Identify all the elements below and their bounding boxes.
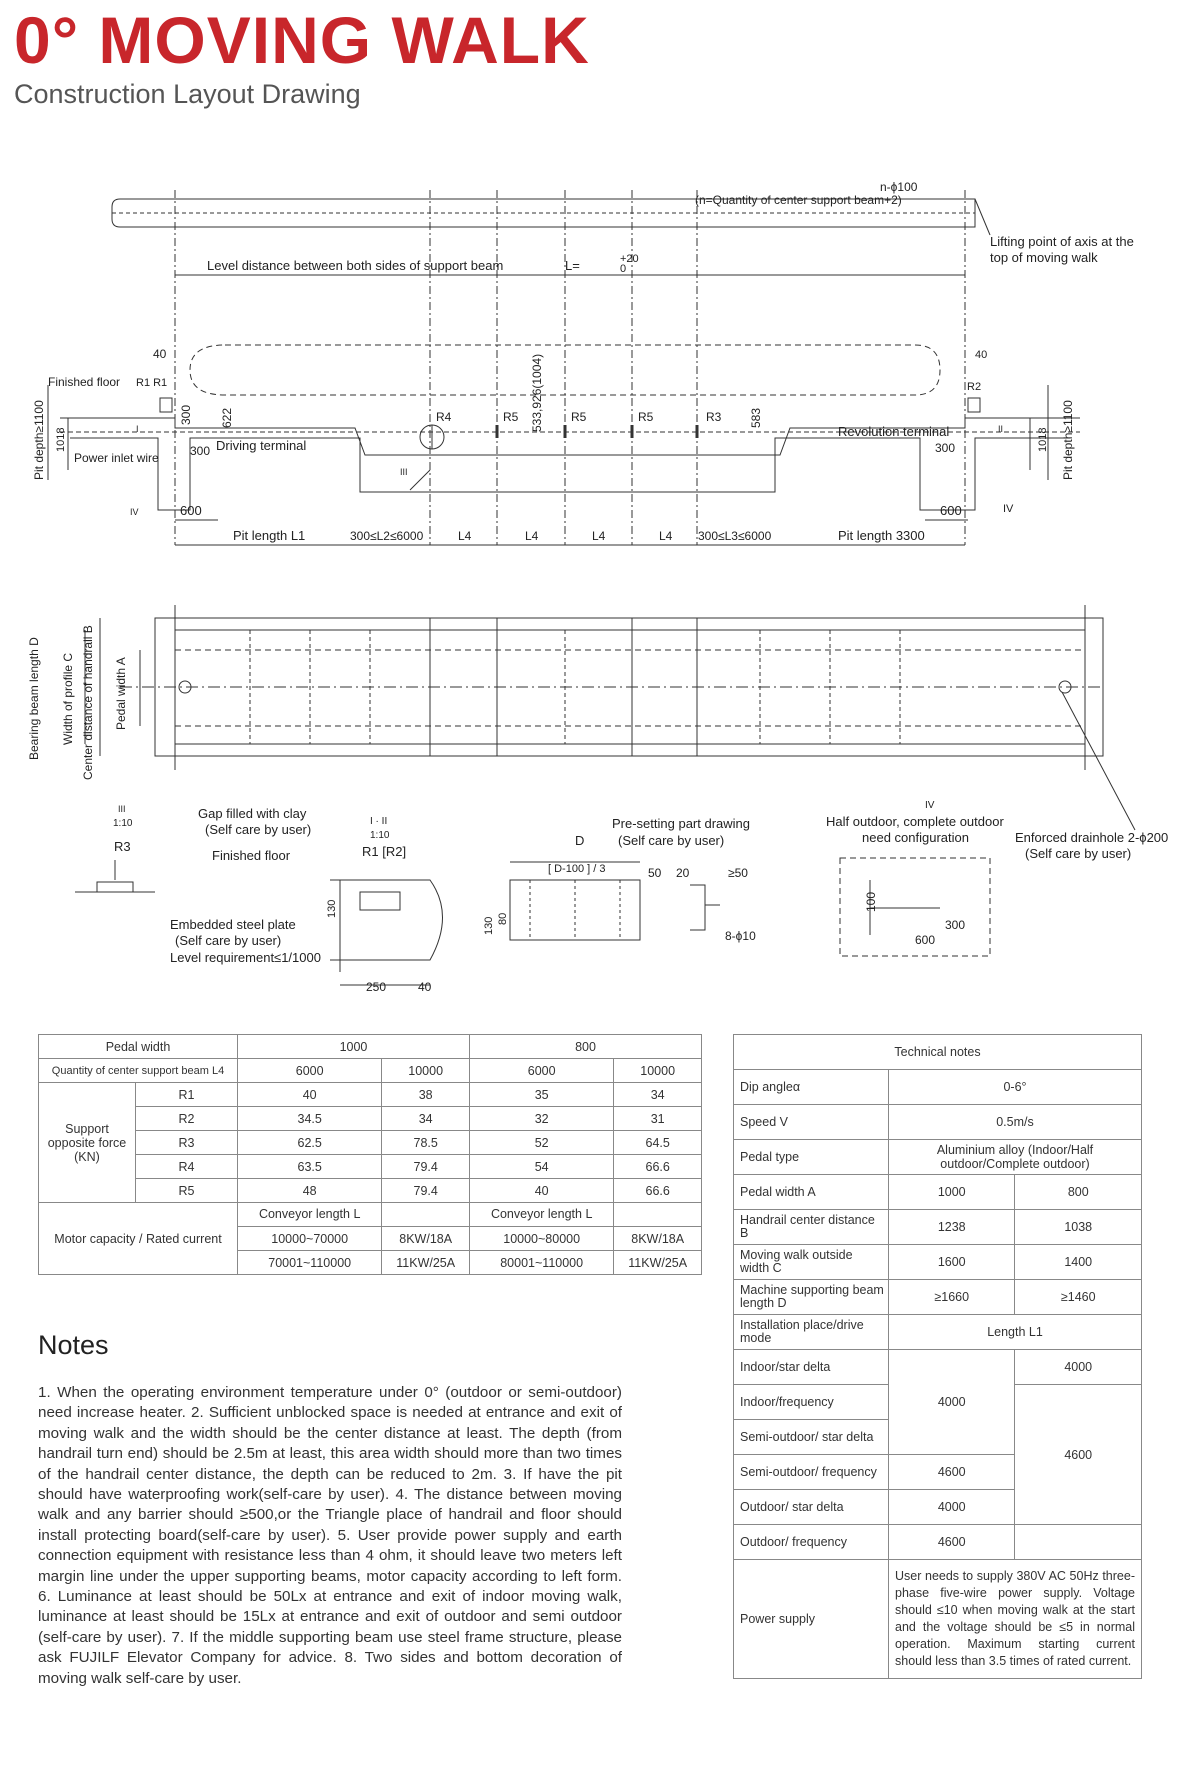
detail-dim-40: 40 (418, 980, 432, 994)
table-row (734, 1175, 1142, 1210)
dim-40-right: 40 (975, 349, 988, 361)
dim-1018-left: 1018 (55, 427, 67, 452)
section-II-marker: II (998, 424, 1004, 434)
table-row (734, 1210, 1142, 1245)
table-row (734, 1315, 1142, 1350)
preset-dim-ge50: ≥50 (728, 866, 748, 880)
power-supply-text: User needs to supply 380V AC 50Hz three-phase five-wire power supply. Voltage should ≤10 when moving walk at the start and the voltage should be ≤5 in normal operation. Maximum starting current should less than 3.5 times of rated current. (889, 1560, 1142, 1679)
finished-floor-label: Finished floor (48, 375, 121, 389)
dim-40-left: 40 (153, 347, 167, 361)
row-label: R4 (136, 1155, 238, 1179)
row-label: Indoor/frequency (734, 1385, 889, 1420)
page-subtitle: Construction Layout Drawing (14, 79, 361, 109)
row-label: R1 (136, 1083, 238, 1107)
cell: 48 (238, 1179, 382, 1203)
qty-support-beam-header: Quantity of center support beam L4 (39, 1059, 238, 1083)
preset-dim-20: 20 (676, 866, 690, 880)
row-label: Pedal type (734, 1140, 889, 1175)
cell: 0-6° (889, 1070, 1142, 1105)
detail-I-II-title: I · II (370, 816, 388, 827)
cell: 8KW/18A (614, 1227, 702, 1251)
cell: 62.5 (238, 1131, 382, 1155)
support-force-table (38, 1034, 702, 1275)
cell: 4600 (889, 1455, 1015, 1490)
drainhole-label-1: Enforced drainhole 2-ϕ200 (1015, 830, 1169, 845)
level-requirement: Level requirement≤1/1000 (170, 950, 321, 965)
L-label: L= (565, 258, 580, 273)
table-row (734, 1140, 1142, 1175)
level-distance-label: Level distance between both sides of support beam (207, 258, 504, 273)
cell: 66.6 (614, 1155, 702, 1179)
R5-label-b: R5 (571, 410, 587, 424)
section-IV-marker-left: IV (130, 507, 139, 517)
cell: 52 (469, 1131, 613, 1155)
cell: 79.4 (382, 1155, 470, 1179)
L3-range: 300≤L3≤6000 (698, 529, 772, 543)
cell: 800 (1015, 1175, 1142, 1210)
L4-label-b: L4 (525, 529, 539, 543)
L4-label-d: L4 (659, 529, 673, 543)
pit-depth-right-label: Pit depth≥1100 (1061, 400, 1075, 480)
cell: 1600 (889, 1245, 1015, 1280)
L-tolerance-zero: 0 (620, 263, 627, 275)
cell: 1238 (889, 1210, 1015, 1245)
embedded-plate-1: Embedded steel plate (170, 917, 296, 932)
row-label: Outdoor/ frequency (734, 1525, 889, 1560)
pit-length-3300: Pit length 3300 (838, 528, 925, 543)
table-row (39, 1083, 702, 1107)
row-label: Outdoor/ star delta (734, 1490, 889, 1525)
table-row (734, 1525, 1142, 1560)
table-row (734, 1245, 1142, 1280)
R5-label-a: R5 (503, 410, 519, 424)
cell: ≥1660 (889, 1280, 1015, 1315)
detail-IV-title: IV (925, 800, 935, 811)
width-profile-label: Width of profile C (61, 652, 75, 745)
cell: Length L1 (889, 1315, 1142, 1350)
cell: 34.5 (238, 1107, 382, 1131)
cell: 4000 (1015, 1350, 1142, 1385)
detail-III-scale: 1:10 (113, 818, 133, 829)
table-row (734, 1350, 1142, 1385)
row-label: Semi-outdoor/ frequency (734, 1455, 889, 1490)
cell: 4600 (1015, 1385, 1142, 1525)
L-tolerance-plus: +20 (620, 253, 639, 265)
dim-622: 622 (220, 407, 234, 428)
n-holes-label: n-ϕ100 (880, 180, 918, 194)
dim-1018-right: 1018 (1037, 427, 1049, 452)
cell: 4000 (889, 1350, 1015, 1455)
row-label: Installation place/drive mode (734, 1315, 889, 1350)
R5-label-c: R5 (638, 410, 654, 424)
row-label: Speed V (734, 1105, 889, 1140)
cell: 32 (469, 1107, 613, 1131)
cell: 66.6 (614, 1179, 702, 1203)
dim-300-left: 300 (190, 444, 211, 458)
conveyor-length-header: Conveyor length L (469, 1203, 613, 1227)
row-label: Power supply (734, 1560, 889, 1679)
col-header: 6000 (469, 1059, 613, 1083)
detail-finished-floor: Finished floor (212, 848, 291, 863)
cell: 10000~80000 (469, 1227, 613, 1251)
cell: 1038 (1015, 1210, 1142, 1245)
power-inlet-label: Power inlet wire (74, 451, 159, 465)
L4-label-a: L4 (458, 529, 472, 543)
col-header: 10000 (382, 1059, 470, 1083)
preset-dim-130: 130 (483, 916, 495, 935)
detail-III-R3: R3 (114, 839, 131, 854)
L2-range: 300≤L2≤6000 (350, 529, 424, 543)
cell: 35 (469, 1083, 613, 1107)
row-label: Semi-outdoor/ star delta (734, 1420, 889, 1455)
R2-label: R2 (967, 381, 982, 393)
cell: 54 (469, 1155, 613, 1179)
row-label: Indoor/star delta (734, 1350, 889, 1385)
cell: ≥1460 (1015, 1280, 1142, 1315)
pit-length-L1: Pit length L1 (233, 528, 306, 543)
detail-IV-dim-600: 600 (915, 933, 936, 947)
cell: 79.4 (382, 1179, 470, 1203)
preset-dim-50: 50 (648, 866, 662, 880)
pedal-width-header: Pedal width (39, 1035, 238, 1059)
R3-label: R3 (706, 410, 722, 424)
col-header: 6000 (238, 1059, 382, 1083)
R1-R1-label: R1 R1 (136, 377, 168, 389)
col-header: 10000 (614, 1059, 702, 1083)
cell: 64.5 (614, 1131, 702, 1155)
motor-capacity-label: Motor capacity / Rated current (39, 1203, 238, 1275)
cell: 8KW/18A (382, 1227, 470, 1251)
L4-label-c: L4 (592, 529, 606, 543)
detail-dim-130: 130 (326, 899, 338, 918)
preset-label-1: Pre-setting part drawing (612, 816, 751, 831)
lifting-point-label-1: Lifting point of axis at the (990, 234, 1134, 249)
cell: 78.5 (382, 1131, 470, 1155)
notes-heading: Notes (38, 1330, 109, 1360)
cell: 34 (614, 1083, 702, 1107)
cell: 1000 (889, 1175, 1015, 1210)
row-label: Pedal width A (734, 1175, 889, 1210)
center-handrail-label: Center distance of handrail B (81, 625, 95, 780)
pit-depth-left-label: Pit depth≥1100 (32, 400, 46, 480)
cell: 80001~110000 (469, 1251, 613, 1275)
detail-III-title: III (118, 804, 126, 814)
gap-label-1: Gap filled with clay (198, 806, 307, 821)
n-note-label: (n=Quantity of center support beam+2) (695, 193, 902, 207)
cell: 1400 (1015, 1245, 1142, 1280)
conveyor-length-header: Conveyor length L (238, 1203, 382, 1227)
R4-label: R4 (436, 410, 452, 424)
cell: 40 (238, 1083, 382, 1107)
bearing-beam-label: Bearing beam length D (27, 637, 41, 760)
revolution-terminal-label: Revolution terminal (838, 424, 950, 439)
tech-notes-title: Technical notes (734, 1035, 1142, 1070)
dim-600-right: 600 (940, 503, 962, 518)
table-row (39, 1131, 702, 1155)
dim-533: 533,926(1004) (530, 353, 544, 432)
dim-300-vertical: 300 (179, 404, 193, 425)
preset-D-label: D (575, 833, 585, 848)
cell: 38 (382, 1083, 470, 1107)
cell: 11KW/25A (382, 1251, 470, 1275)
row-label: R2 (136, 1107, 238, 1131)
section-I-marker: I (136, 424, 139, 434)
section-III-marker: III (400, 467, 408, 477)
drainhole-label-2: (Self care by user) (1025, 846, 1132, 861)
row-label: R5 (136, 1179, 238, 1203)
gap-label-2: (Self care by user) (205, 822, 312, 837)
page-title: 0° MOVING WALK (14, 3, 590, 77)
table-row (734, 1280, 1142, 1315)
detail-R1-R2: R1 [R2] (362, 844, 407, 859)
section-IV-marker-right: IV (1003, 503, 1014, 515)
width-1000-header: 1000 (238, 1035, 470, 1059)
notes-text: 1. When the operating environment temperature under 0° (outdoor or semi-outdoor) need increase heater. 2. Sufficient unblocked space is needed at entrance and exit of moving walk and the width should be the center distance at least. The depth (from handrail turn end) should be 2.5m at least, this area width should more than two times of the handrail center distance, the depth can be reduced to 2m. 3. If have the pit should have waterproofing work(self-care by user). 4. The distance between moving walk and any barrier should ≥500,or the Triangle place of handrail and floor should install protecting board(self-care by user). 5. User provide power supply and earth connection equipment with resistance less than 4 ohm, it should leave two meters left margin line under the upper supporting beams, motor capacity according to left form. 6. Luminance at least should be 50Lx at entrance and exit of indoor moving walk, luminance at least should be 15Lx at entrance and exit of outdoor and semi outdoor (self-care by user). 7. If the middle supporting beam use steel frame structure, please ask FUJILF Elevator Company for advice. 8. Two sides and bottom decoration of moving walk self-care by user. (38, 1384, 622, 1687)
detail-IV-dim-300: 300 (945, 918, 966, 932)
preset-D100-label: [ D-100 ] / 3 (548, 863, 606, 875)
support-force-label: Support opposite force (KN) (39, 1083, 136, 1203)
cell: 31 (614, 1107, 702, 1131)
half-outdoor-label-1: Half outdoor, complete outdoor (826, 814, 1004, 829)
table-row (734, 1105, 1142, 1140)
dim-300-right: 300 (935, 441, 956, 455)
embedded-plate-2: (Self care by user) (175, 933, 282, 948)
cell: 34 (382, 1107, 470, 1131)
row-label: Machine supporting beam length D (734, 1280, 889, 1315)
cell: Aluminium alloy (Indoor/Half outdoor/Complete outdoor) (889, 1140, 1142, 1175)
table-row (734, 1560, 1142, 1679)
cell: 63.5 (238, 1155, 382, 1179)
row-label: R3 (136, 1131, 238, 1155)
half-outdoor-label-2: need configuration (862, 830, 969, 845)
cell: 10000~70000 (238, 1227, 382, 1251)
cell: 4600 (889, 1525, 1015, 1560)
pedal-width-label: Pedal width A (114, 657, 128, 730)
table-row (39, 1179, 702, 1203)
cell: 70001~110000 (238, 1251, 382, 1275)
preset-holes: 8-ϕ10 (725, 929, 756, 943)
detail-I-scale: 1:10 (370, 830, 390, 841)
cell: 4000 (889, 1490, 1015, 1525)
cell: 11KW/25A (614, 1251, 702, 1275)
row-label: Moving walk outside width C (734, 1245, 889, 1280)
lifting-point-label-2: top of moving walk (990, 250, 1098, 265)
table-row (39, 1107, 702, 1131)
dim-600-left: 600 (180, 503, 202, 518)
cell: 0.5m/s (889, 1105, 1142, 1140)
width-800-header: 800 (469, 1035, 701, 1059)
table-row (39, 1155, 702, 1179)
preset-dim-80: 80 (497, 912, 509, 925)
row-label: Handrail center distance B (734, 1210, 889, 1245)
table-row (734, 1070, 1142, 1105)
driving-terminal-label: Driving terminal (216, 438, 307, 453)
dim-583: 583 (749, 407, 763, 428)
preset-label-2: (Self care by user) (618, 833, 725, 848)
row-label: Dip angleα (734, 1070, 889, 1105)
detail-dim-250: 250 (366, 980, 387, 994)
cell: 40 (469, 1179, 613, 1203)
technical-notes-table (733, 1034, 1142, 1679)
detail-IV-dim-100: 100 (864, 891, 878, 912)
